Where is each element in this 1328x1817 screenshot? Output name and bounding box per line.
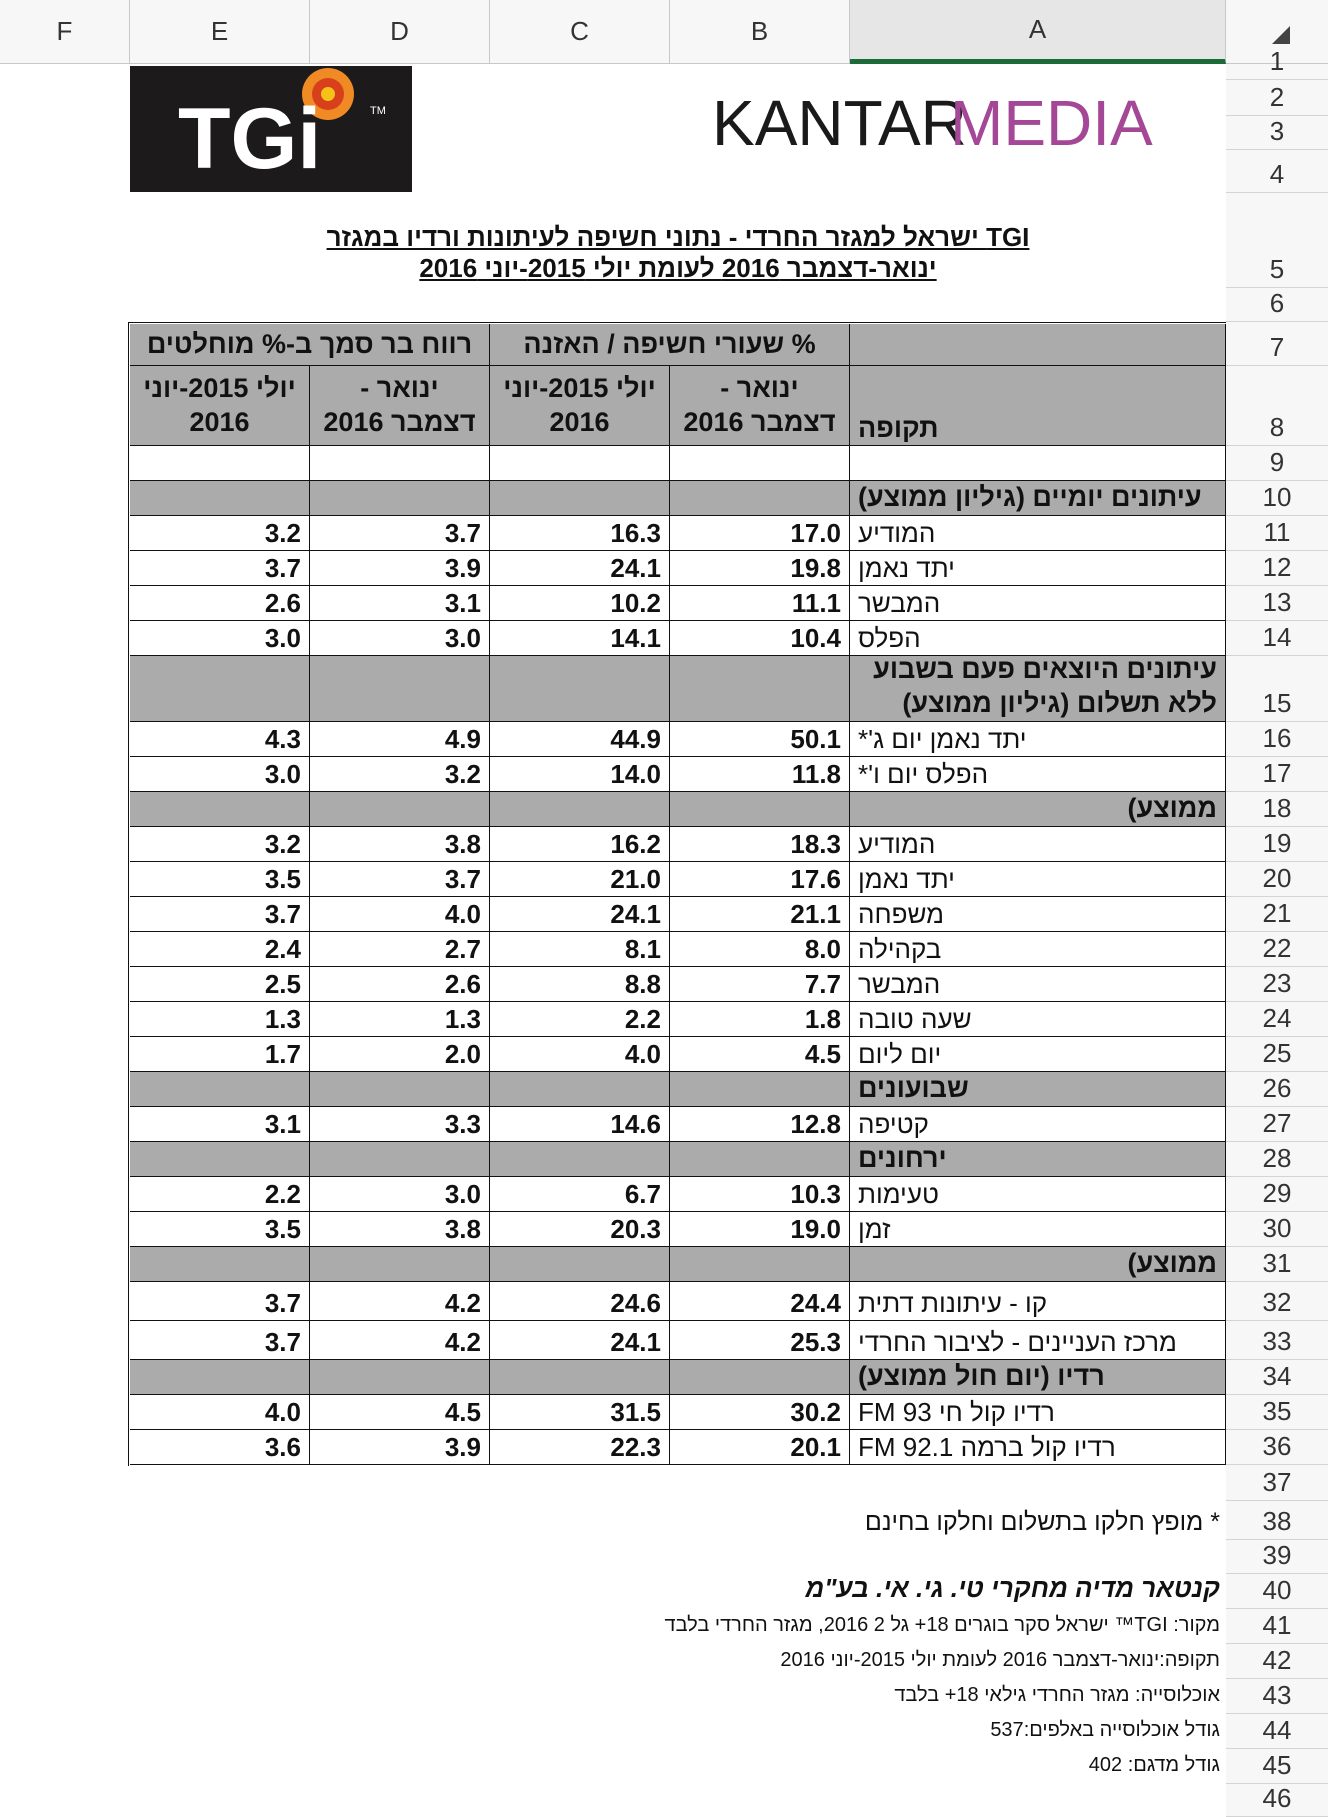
select-all-icon [1272, 26, 1290, 44]
value-cell-d[interactable]: 4.5 [310, 1395, 490, 1430]
value-cell-b[interactable]: 10.4 [670, 621, 850, 656]
value-cell-d[interactable]: 1.3 [310, 1002, 490, 1037]
blank-cell[interactable] [490, 446, 670, 481]
row-header[interactable] [1226, 64, 1328, 80]
blank-cell[interactable] [850, 446, 1226, 481]
value-cell-b[interactable]: 7.7 [670, 967, 850, 1002]
value-cell-b[interactable]: 1.8 [670, 1002, 850, 1037]
row-header[interactable]: 39 [1226, 1540, 1328, 1574]
column-header-d[interactable]: D [310, 0, 490, 64]
section-blank-cell[interactable] [310, 792, 490, 827]
header-d-period: ינואר - דצמבר 2016 [310, 366, 490, 446]
section-blank-cell[interactable] [490, 1072, 670, 1107]
value-cell-e[interactable]: 2.6 [130, 586, 310, 621]
value-cell-d[interactable]: 3.3 [310, 1107, 490, 1142]
media-label[interactable]: רדיו קול חי FM 93 [850, 1395, 1226, 1430]
section-blank-cell[interactable] [670, 656, 850, 722]
row-header[interactable]: 28 [1226, 1142, 1328, 1177]
row-header[interactable]: 16 [1226, 722, 1328, 757]
header-period-label: תקופה [850, 366, 1226, 446]
row-header[interactable]: 19 [1226, 827, 1328, 862]
value-cell-c[interactable]: 20.3 [490, 1212, 670, 1247]
value-cell-c[interactable]: 10.2 [490, 586, 670, 621]
value-cell-c[interactable]: 4.0 [490, 1037, 670, 1072]
value-cell-e[interactable]: 3.2 [130, 827, 310, 862]
row-header[interactable]: 3 [1226, 116, 1328, 150]
row-header[interactable]: 18 [1226, 792, 1328, 827]
source-note: מקור: TGI™ ישראל סקר בוגרים 18+ גל 2 2016, מגזר החרדי בלבד [664, 1614, 1220, 1636]
value-cell-d[interactable]: 4.9 [310, 722, 490, 757]
row-header[interactable]: 40 [1226, 1574, 1328, 1609]
section-blank-cell[interactable] [490, 656, 670, 722]
value-cell-b[interactable]: 24.4 [670, 1282, 850, 1321]
value-cell-e[interactable]: 1.3 [130, 1002, 310, 1037]
value-cell-d[interactable]: 2.6 [310, 967, 490, 1002]
tgi-logo-mark [130, 66, 412, 192]
column-header-e[interactable]: E [130, 0, 310, 64]
value-cell-d[interactable]: 3.2 [310, 757, 490, 792]
row-header[interactable]: 9 [1226, 446, 1328, 481]
row-header[interactable]: 20 [1226, 862, 1328, 897]
row-header[interactable]: 41 [1226, 1609, 1328, 1644]
value-cell-e[interactable]: 3.5 [130, 862, 310, 897]
row-header[interactable]: 45 [1226, 1749, 1328, 1784]
header-blank [850, 324, 1226, 366]
kantar-media-logo-mark [712, 82, 1182, 162]
section-blank-cell[interactable] [310, 1247, 490, 1282]
media-label[interactable]: יתד נאמן [850, 862, 1226, 897]
section-blank-cell[interactable] [490, 1142, 670, 1177]
media-label[interactable]: הפלס יום ו'* [850, 757, 1226, 792]
media-label[interactable]: המבשר [850, 967, 1226, 1002]
value-cell-c[interactable]: 16.2 [490, 827, 670, 862]
tgi-logo [130, 66, 412, 192]
row-header[interactable]: 5 [1226, 193, 1328, 288]
row-header[interactable]: 14 [1226, 621, 1328, 656]
value-cell-b[interactable]: 17.0 [670, 516, 850, 551]
row-header[interactable]: 42 [1226, 1644, 1328, 1679]
media-label[interactable]: רדיו קול ברמה FM 92.1 [850, 1430, 1226, 1465]
report-title-line1: TGI ישראל למגזר החרדי - נתוני חשיפה לעיתונות ורדיו במגזר [326, 222, 1030, 252]
row-header[interactable]: 8 [1226, 366, 1328, 446]
value-cell-b[interactable]: 21.1 [670, 897, 850, 932]
value-cell-c[interactable]: 6.7 [490, 1177, 670, 1212]
svg-text:TM: TM [370, 105, 386, 117]
value-cell-b[interactable]: 19.0 [670, 1212, 850, 1247]
media-label[interactable]: טעימות [850, 1177, 1226, 1212]
value-cell-c[interactable]: 14.6 [490, 1107, 670, 1142]
section-header[interactable]: רדיו (יום חול ממוצע) [850, 1360, 1226, 1395]
row-header[interactable]: 30 [1226, 1212, 1328, 1247]
section-blank-cell[interactable] [670, 792, 850, 827]
section-blank-cell[interactable] [130, 1142, 310, 1177]
row-header[interactable]: 35 [1226, 1395, 1328, 1430]
row-header[interactable]: 23 [1226, 967, 1328, 1002]
section-header[interactable]: ממוצע) [850, 792, 1226, 827]
value-cell-c[interactable]: 14.1 [490, 621, 670, 656]
value-cell-b[interactable]: 18.3 [670, 827, 850, 862]
value-cell-d[interactable]: 2.0 [310, 1037, 490, 1072]
media-label[interactable]: המבשר [850, 586, 1226, 621]
media-label[interactable]: מרכז העניינים - לציבור החרדי [850, 1321, 1226, 1360]
value-cell-e[interactable]: 4.3 [130, 722, 310, 757]
svg-text:TGi: TGi [178, 91, 322, 187]
company-name: קנטאר מדיה מחקרי טי. גי. אי. בע"מ [805, 1573, 1220, 1603]
section-header[interactable]: ירחונים [850, 1142, 1226, 1177]
footnote: * מופץ חלקו בתשלום וחלקו בחינם [864, 1508, 1220, 1536]
blank-cell[interactable] [310, 446, 490, 481]
media-label[interactable]: המודיע [850, 516, 1226, 551]
column-header-f[interactable]: F [0, 0, 130, 64]
row-header[interactable]: 31 [1226, 1247, 1328, 1282]
section-blank-cell[interactable] [490, 481, 670, 516]
media-label[interactable]: משפחה [850, 897, 1226, 932]
row-header[interactable]: 43 [1226, 1679, 1328, 1714]
media-label[interactable]: זמן [850, 1212, 1226, 1247]
value-cell-b[interactable]: 50.1 [670, 722, 850, 757]
column-header-b[interactable]: B [670, 0, 850, 64]
value-cell-b[interactable]: 17.6 [670, 862, 850, 897]
value-cell-e[interactable]: 3.7 [130, 1321, 310, 1360]
header-c-period: יולי 2015-יוני 2016 [490, 366, 670, 446]
section-blank-cell[interactable] [130, 1072, 310, 1107]
value-cell-b[interactable]: 10.3 [670, 1177, 850, 1212]
value-cell-b[interactable]: 8.0 [670, 932, 850, 967]
header-e-period: יולי 2015-יוני 2016 [130, 366, 310, 446]
value-cell-d[interactable]: 3.1 [310, 586, 490, 621]
value-cell-e[interactable]: 2.5 [130, 967, 310, 1002]
media-label[interactable]: הפלס [850, 621, 1226, 656]
section-blank-cell[interactable] [490, 792, 670, 827]
section-blank-cell[interactable] [490, 1247, 670, 1282]
row-header[interactable]: 38 [1226, 1501, 1328, 1540]
row-header[interactable]: 26 [1226, 1072, 1328, 1107]
value-cell-b[interactable]: 11.8 [670, 757, 850, 792]
section-header[interactable]: ממוצע) [850, 1247, 1226, 1282]
value-cell-e[interactable]: 3.2 [130, 516, 310, 551]
value-cell-d[interactable]: 3.0 [310, 621, 490, 656]
value-cell-c[interactable]: 8.8 [490, 967, 670, 1002]
row-header[interactable]: 12 [1226, 551, 1328, 586]
row-header[interactable]: 21 [1226, 897, 1328, 932]
media-label[interactable]: המודיע [850, 827, 1226, 862]
value-cell-c[interactable]: 21.0 [490, 862, 670, 897]
row-header[interactable]: 25 [1226, 1037, 1328, 1072]
row-header[interactable]: 11 [1226, 516, 1328, 551]
sample-size-note: גודל מדגם: 402 [1088, 1754, 1220, 1776]
row-header[interactable]: 46 [1226, 1784, 1328, 1817]
value-cell-d[interactable]: 4.0 [310, 897, 490, 932]
blank-cell[interactable] [130, 446, 310, 481]
value-cell-c[interactable]: 8.1 [490, 932, 670, 967]
section-header[interactable]: עיתונים יומיים (גיליון ממוצע) [850, 481, 1226, 516]
section-blank-cell[interactable] [310, 481, 490, 516]
population-note: אוכלוסייה: מגזר החרדי גילאי 18+ בלבד [894, 1684, 1220, 1706]
row-header[interactable]: 34 [1226, 1360, 1328, 1395]
value-cell-b[interactable]: 12.8 [670, 1107, 850, 1142]
report-title-line2: ינואר-דצמבר 2016 לעומת יולי 2015-יוני 2016 [419, 253, 937, 283]
section-blank-cell[interactable] [310, 1142, 490, 1177]
value-cell-d[interactable]: 3.8 [310, 1212, 490, 1247]
value-cell-b[interactable]: 11.1 [670, 586, 850, 621]
value-cell-c[interactable]: 24.1 [490, 897, 670, 932]
row-header[interactable]: 6 [1226, 288, 1328, 322]
media-label[interactable]: יום ליום [850, 1037, 1226, 1072]
value-cell-c[interactable]: 24.1 [490, 1321, 670, 1360]
period-note: תקופה:ינואר-דצמבר 2016 לעומת יולי 2015-יוני 2016 [780, 1649, 1220, 1671]
value-cell-d[interactable]: 2.7 [310, 932, 490, 967]
value-cell-c[interactable]: 24.1 [490, 551, 670, 586]
row-header[interactable]: 27 [1226, 1107, 1328, 1142]
row-header[interactable]: 29 [1226, 1177, 1328, 1212]
row-header[interactable]: 7 [1226, 322, 1328, 366]
section-header[interactable]: שבועונים [850, 1072, 1226, 1107]
row-header[interactable]: 4 [1226, 150, 1328, 193]
value-cell-c[interactable]: 2.2 [490, 1002, 670, 1037]
section-blank-cell[interactable] [310, 656, 490, 722]
kantar-media-logo [712, 82, 1182, 162]
value-cell-b[interactable]: 25.3 [670, 1321, 850, 1360]
value-cell-e[interactable]: 3.0 [130, 621, 310, 656]
row-header[interactable]: 13 [1226, 586, 1328, 621]
value-cell-b[interactable]: 20.1 [670, 1430, 850, 1465]
value-cell-c[interactable]: 44.9 [490, 722, 670, 757]
section-blank-cell[interactable] [130, 481, 310, 516]
value-cell-b[interactable]: 4.5 [670, 1037, 850, 1072]
value-cell-d[interactable]: 3.8 [310, 827, 490, 862]
row-header[interactable]: 2 [1226, 80, 1328, 116]
row-header[interactable]: 10 [1226, 481, 1328, 516]
value-cell-c[interactable]: 16.3 [490, 516, 670, 551]
value-cell-d[interactable]: 3.9 [310, 1430, 490, 1465]
value-cell-d[interactable]: 4.2 [310, 1321, 490, 1360]
media-label[interactable]: יתד נאמן [850, 551, 1226, 586]
row-header[interactable]: 17 [1226, 757, 1328, 792]
section-blank-cell[interactable] [130, 792, 310, 827]
value-cell-b[interactable]: 30.2 [670, 1395, 850, 1430]
value-cell-c[interactable]: 14.0 [490, 757, 670, 792]
value-cell-e[interactable]: 3.0 [130, 757, 310, 792]
svg-text:MEDIA: MEDIA [950, 87, 1153, 159]
section-blank-cell[interactable] [130, 1247, 310, 1282]
row-header[interactable]: 32 [1226, 1282, 1328, 1321]
value-cell-e[interactable]: 3.1 [130, 1107, 310, 1142]
section-blank-cell[interactable] [310, 1360, 490, 1395]
row-header[interactable]: 24 [1226, 1002, 1328, 1037]
svg-text:KANTAR: KANTAR [712, 87, 967, 159]
value-cell-d[interactable]: 3.9 [310, 551, 490, 586]
section-blank-cell[interactable] [670, 1072, 850, 1107]
row-header[interactable]: 33 [1226, 1321, 1328, 1360]
blank-cell[interactable] [670, 446, 850, 481]
row-header[interactable]: 36 [1226, 1430, 1328, 1465]
value-cell-d[interactable]: 3.7 [310, 516, 490, 551]
header-exposure-rates: שעורי חשיפה / האזנה % [490, 324, 850, 366]
value-cell-b[interactable]: 19.8 [670, 551, 850, 586]
value-cell-c[interactable]: 22.3 [490, 1430, 670, 1465]
media-label[interactable]: שעה טובה [850, 1002, 1226, 1037]
media-label[interactable]: קטיפה [850, 1107, 1226, 1142]
row-header[interactable]: 37 [1226, 1465, 1328, 1501]
value-cell-e[interactable]: 3.5 [130, 1212, 310, 1247]
media-label[interactable]: יתד נאמן יום ג'* [850, 722, 1226, 757]
row-header[interactable]: 44 [1226, 1714, 1328, 1749]
media-label[interactable]: קו - עיתונות דתית [850, 1282, 1226, 1321]
section-header[interactable]: עיתונים היוצאים פעם בשבוע ללא תשלום (גיליון ממוצע) [850, 656, 1226, 722]
value-cell-d[interactable]: 3.7 [310, 862, 490, 897]
value-cell-e[interactable]: 3.7 [130, 551, 310, 586]
section-blank-cell[interactable] [490, 1360, 670, 1395]
report-title [130, 222, 1226, 284]
header-b-period: ינואר - דצמבר 2016 [670, 366, 850, 446]
value-cell-c[interactable]: 24.6 [490, 1282, 670, 1321]
value-cell-e[interactable]: 2.4 [130, 932, 310, 967]
value-cell-d[interactable]: 4.2 [310, 1282, 490, 1321]
population-size-note: גודל אוכלוסייה באלפים:537 [990, 1719, 1220, 1741]
section-blank-cell[interactable] [670, 1247, 850, 1282]
value-cell-e[interactable]: 3.7 [130, 897, 310, 932]
column-header-a[interactable]: A [850, 0, 1226, 64]
header-confidence-interval: רווח בר סמך ב-% מוחלטים [130, 324, 490, 366]
media-label[interactable]: בקהילה [850, 932, 1226, 967]
row-header[interactable]: 22 [1226, 932, 1328, 967]
value-cell-d[interactable]: 3.0 [310, 1177, 490, 1212]
row-header[interactable]: 15 [1226, 656, 1328, 722]
value-cell-e[interactable]: 1.7 [130, 1037, 310, 1072]
column-header-c[interactable]: C [490, 0, 670, 64]
section-blank-cell[interactable] [310, 1072, 490, 1107]
value-cell-e[interactable]: 4.0 [130, 1395, 310, 1430]
section-blank-cell[interactable] [670, 1360, 850, 1395]
section-blank-cell[interactable] [670, 1142, 850, 1177]
section-blank-cell[interactable] [670, 481, 850, 516]
section-blank-cell[interactable] [130, 1360, 310, 1395]
value-cell-e[interactable]: 2.2 [130, 1177, 310, 1212]
value-cell-c[interactable]: 31.5 [490, 1395, 670, 1430]
section-blank-cell[interactable] [130, 656, 310, 722]
value-cell-e[interactable]: 3.6 [130, 1430, 310, 1465]
value-cell-e[interactable]: 3.7 [130, 1282, 310, 1321]
